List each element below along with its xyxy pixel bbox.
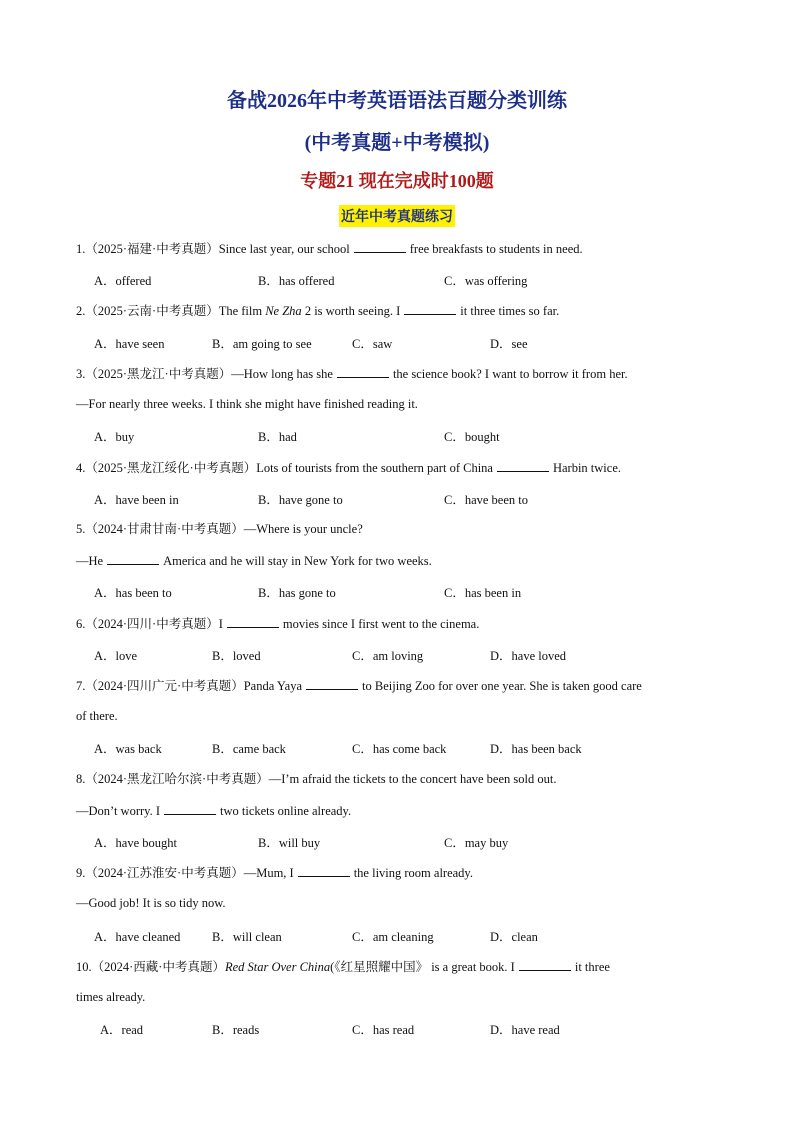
- answer-blank: [298, 864, 350, 877]
- option: A．read: [100, 1023, 144, 1037]
- option: C．have been to: [444, 493, 529, 507]
- option: C．has come back: [352, 742, 447, 756]
- option: A．have bought: [94, 836, 177, 850]
- question-6: 6.（2024·四川·中考真题）I movies since I first went to the cinema.: [76, 617, 480, 631]
- option: C．saw: [352, 337, 393, 351]
- answer-blank: [337, 365, 389, 378]
- option: C．has read: [352, 1023, 415, 1037]
- question-4: 4.（2025·黑龙江绥化·中考真题）Lots of tourists from the southern part of China Harbin twice.: [76, 461, 621, 475]
- option: C．am loving: [352, 649, 424, 663]
- answer-blank: [519, 958, 571, 971]
- answer-blank: [306, 677, 358, 690]
- section-heading: 近年中考真题练习: [339, 205, 455, 227]
- question-2: 2.（2025·云南·中考真题）The film Ne Zha 2 is worth seeing. I it three times so far.: [76, 304, 560, 318]
- option: A．was back: [94, 742, 162, 756]
- option: D．have read: [490, 1023, 560, 1037]
- question-10-line2: times already.: [76, 990, 146, 1004]
- question-9-line2: —Good job! It is so tidy now.: [76, 896, 226, 910]
- question-7-line2: of there.: [76, 709, 118, 723]
- option: B．am going to see: [212, 337, 312, 351]
- option: B．will buy: [258, 836, 321, 850]
- answer-blank: [107, 552, 159, 565]
- option: C．may buy: [444, 836, 509, 850]
- option: B．came back: [212, 742, 286, 756]
- answer-blank: [497, 459, 549, 472]
- option: A．have seen: [94, 337, 165, 351]
- option: D．has been back: [490, 742, 582, 756]
- answer-blank: [227, 615, 279, 628]
- option: B．has gone to: [258, 586, 336, 600]
- option: C．bought: [444, 430, 500, 444]
- option: C．was offering: [444, 274, 528, 288]
- option: B．will clean: [212, 930, 282, 944]
- option: B．reads: [212, 1023, 260, 1037]
- answer-blank: [354, 240, 406, 253]
- option: B．has offered: [258, 274, 335, 288]
- question-1: 1.（2025·福建·中考真题）Since last year, our school free breakfasts to students in need.: [76, 242, 583, 256]
- question-3: 3.（2025·黑龙江·中考真题）—How long has she the science book? I want to borrow it from her.: [76, 367, 628, 381]
- option: C．am cleaning: [352, 930, 434, 944]
- topic-title: 专题21 现在完成时100题: [300, 171, 494, 191]
- question-10: 10.（2024·西藏·中考真题）Red Star Over China(《红星照耀中国》 is a great book. I it three: [76, 960, 610, 974]
- option: A．have been in: [94, 493, 179, 507]
- option: A．offered: [94, 274, 152, 288]
- option: A．buy: [94, 430, 135, 444]
- option: D．clean: [490, 930, 538, 944]
- option: A．have cleaned: [94, 930, 181, 944]
- option: B．loved: [212, 649, 261, 663]
- question-3-line2: —For nearly three weeks. I think she might have finished reading it.: [76, 397, 418, 411]
- option: B．have gone to: [258, 493, 343, 507]
- answer-blank: [164, 802, 216, 815]
- option: D．see: [490, 337, 528, 351]
- question-8: 8.（2024·黑龙江哈尔滨·中考真题）—I’m afraid the tickets to the concert have been sold out.: [76, 772, 557, 786]
- question-8-line2: —Don’t worry. I two tickets online already.: [76, 804, 352, 818]
- option: C．has been in: [444, 586, 522, 600]
- answer-blank: [404, 302, 456, 315]
- option: A．has been to: [94, 586, 172, 600]
- question-7: 7.（2024·四川广元·中考真题）Panda Yaya to Beijing Zoo for over one year. She is taken good care: [76, 679, 642, 693]
- option: D．have loved: [490, 649, 567, 663]
- document-subtitle: (中考真题+中考模拟): [304, 132, 490, 154]
- question-5-line2: —He America and he will stay in New York for two weeks.: [76, 554, 432, 568]
- option: B．had: [258, 430, 297, 444]
- option: A．love: [94, 649, 138, 663]
- question-5: 5.（2024·甘肃甘南·中考真题）—Where is your uncle?: [76, 522, 363, 536]
- document-title: 备战2026年中考英语语法百题分类训练: [227, 90, 567, 112]
- question-9: 9.（2024·江苏淮安·中考真题）—Mum, I the living room already.: [76, 866, 473, 880]
